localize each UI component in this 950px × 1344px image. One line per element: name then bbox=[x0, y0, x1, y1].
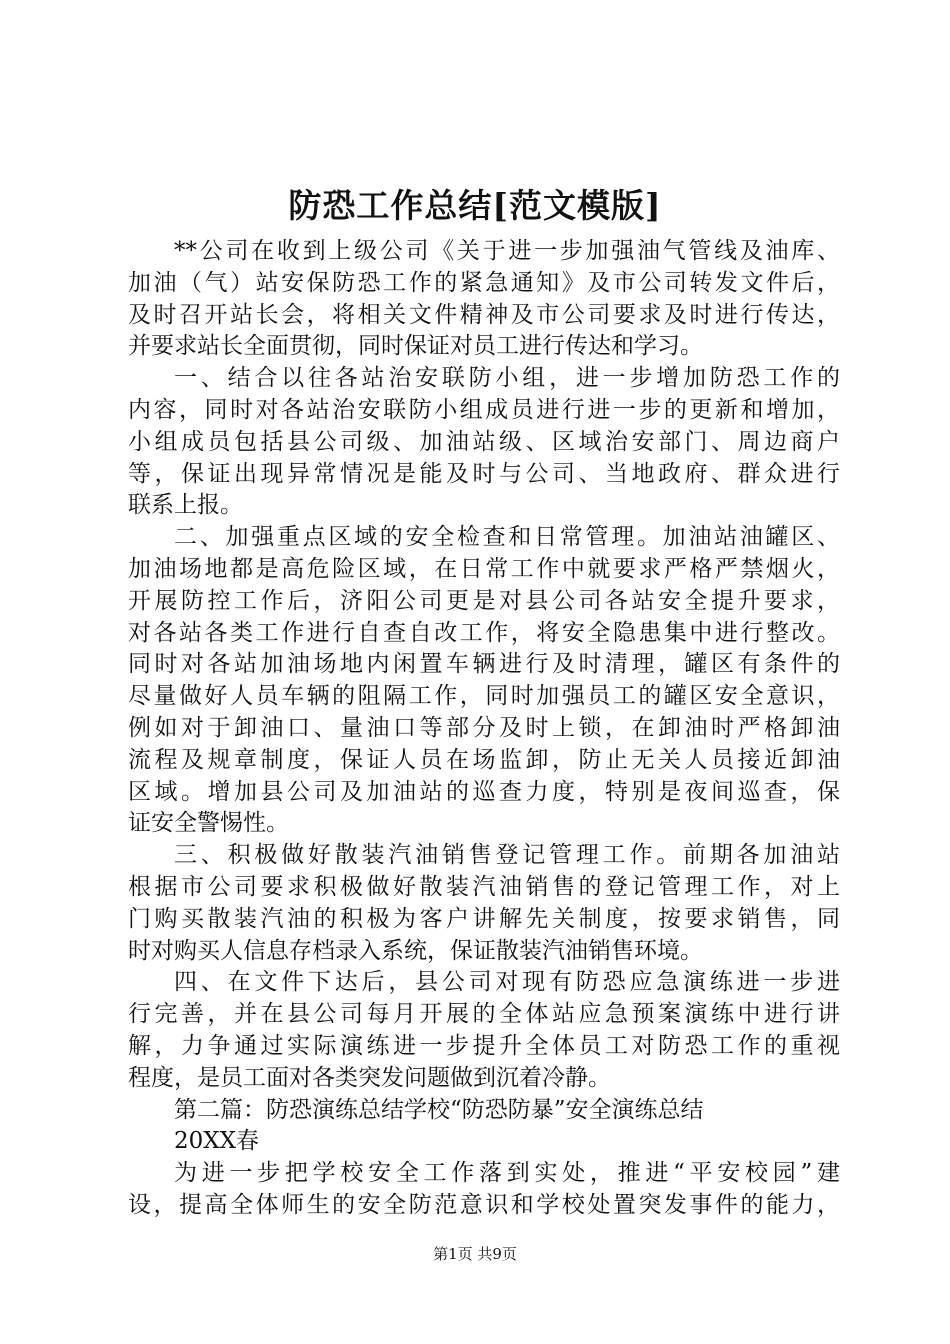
text-line: 开展防控工作后，济阳公司更是对县公司各站安全提升要求， bbox=[128, 587, 840, 614]
text-line: 行完善，并在县公司每月开展的全体站应急预案演练中进行讲 bbox=[128, 1001, 840, 1028]
text-line: **公司在收到上级公司《关于进一步加强油气管线及油库、 bbox=[174, 238, 840, 264]
text-line: 解，力争通过实际演练进一步提升全体员工对防恐工作的重视 bbox=[128, 1032, 840, 1059]
text-line: 流程及规章制度，保证人员在场监卸，防止无关人员接近卸油 bbox=[128, 746, 840, 773]
text-line: 对各站各类工作进行自查自改工作，将安全隐患集中进行整改。 bbox=[128, 619, 840, 646]
document-body bbox=[128, 236, 840, 1222]
page-footer: 第1页 共9页 bbox=[433, 1245, 517, 1263]
text-line: 一、结合以往各站治安联防小组，进一步增加防恐工作的 bbox=[174, 365, 840, 392]
text-line: 三、积极做好散装汽油销售登记管理工作。前期各加油站 bbox=[174, 842, 840, 869]
text-line: 时对购买人信息存档录入系统，保证散装汽油销售环境。 bbox=[128, 937, 703, 964]
text-line: 等，保证出现异常情况是能及时与公司、当地政府、群众进行 bbox=[128, 460, 840, 487]
text-line: 二、加强重点区域的安全检查和日常管理。加油站油罐区、 bbox=[174, 524, 840, 551]
text-line: 加油场地都是高危险区域，在日常工作中就要求严格严禁烟火， bbox=[128, 555, 840, 582]
text-line: 为进一步把学校安全工作落到实处，推进“平安校园”建 bbox=[174, 1160, 840, 1187]
text-line: 加油（气）站安保防恐工作的紧急通知》及市公司转发文件后， bbox=[128, 269, 840, 296]
document-title: 防恐工作总结[范文模版] bbox=[288, 186, 662, 225]
text-line: 第二篇：防恐演练总结学校“防恐防暴”安全演练总结 bbox=[174, 1096, 704, 1123]
text-line: 及时召开站长会，将相关文件精神及市公司要求及时进行传达， bbox=[128, 301, 840, 328]
text-line: 内容，同时对各站治安联防小组成员进行进一步的更新和增加， bbox=[128, 396, 840, 423]
text-line: 尽量做好人员车辆的阻隔工作，同时加强员工的罐区安全意识， bbox=[128, 683, 840, 710]
text-line: 并要求站长全面贯彻，同时保证对员工进行传达和学习。 bbox=[128, 333, 703, 360]
text-line: 四、在文件下达后，县公司对现有防恐应急演练进一步进 bbox=[174, 969, 840, 996]
text-line: 小组成员包括县公司级、加油站级、区域治安部门、周边商户 bbox=[128, 428, 840, 455]
text-line: 联系上报。 bbox=[128, 492, 243, 519]
text-line: 程度，是员工面对各类突发问题做到沉着冷静。 bbox=[128, 1064, 611, 1091]
text-line: 设，提高全体师生的安全防范意识和学校处置突发事件的能力， bbox=[128, 1191, 840, 1218]
text-line: 20XX春 bbox=[174, 1128, 260, 1155]
text-line: 证安全警惕性。 bbox=[128, 810, 289, 837]
text-line: 区域。增加县公司及加油站的巡查力度，特别是夜间巡查，保 bbox=[128, 778, 840, 805]
text-line: 门购买散装汽油的积极为客户讲解先关制度，按要求销售，同 bbox=[128, 905, 840, 932]
text-line: 根据市公司要求积极做好散装汽油销售的登记管理工作，对上 bbox=[128, 873, 840, 900]
text-line: 同时对各站加油场地内闲置车辆进行及时清理，罐区有条件的 bbox=[128, 651, 840, 678]
text-line: 例如对于卸油口、量油口等部分及时上锁，在卸油时严格卸油 bbox=[128, 714, 840, 741]
